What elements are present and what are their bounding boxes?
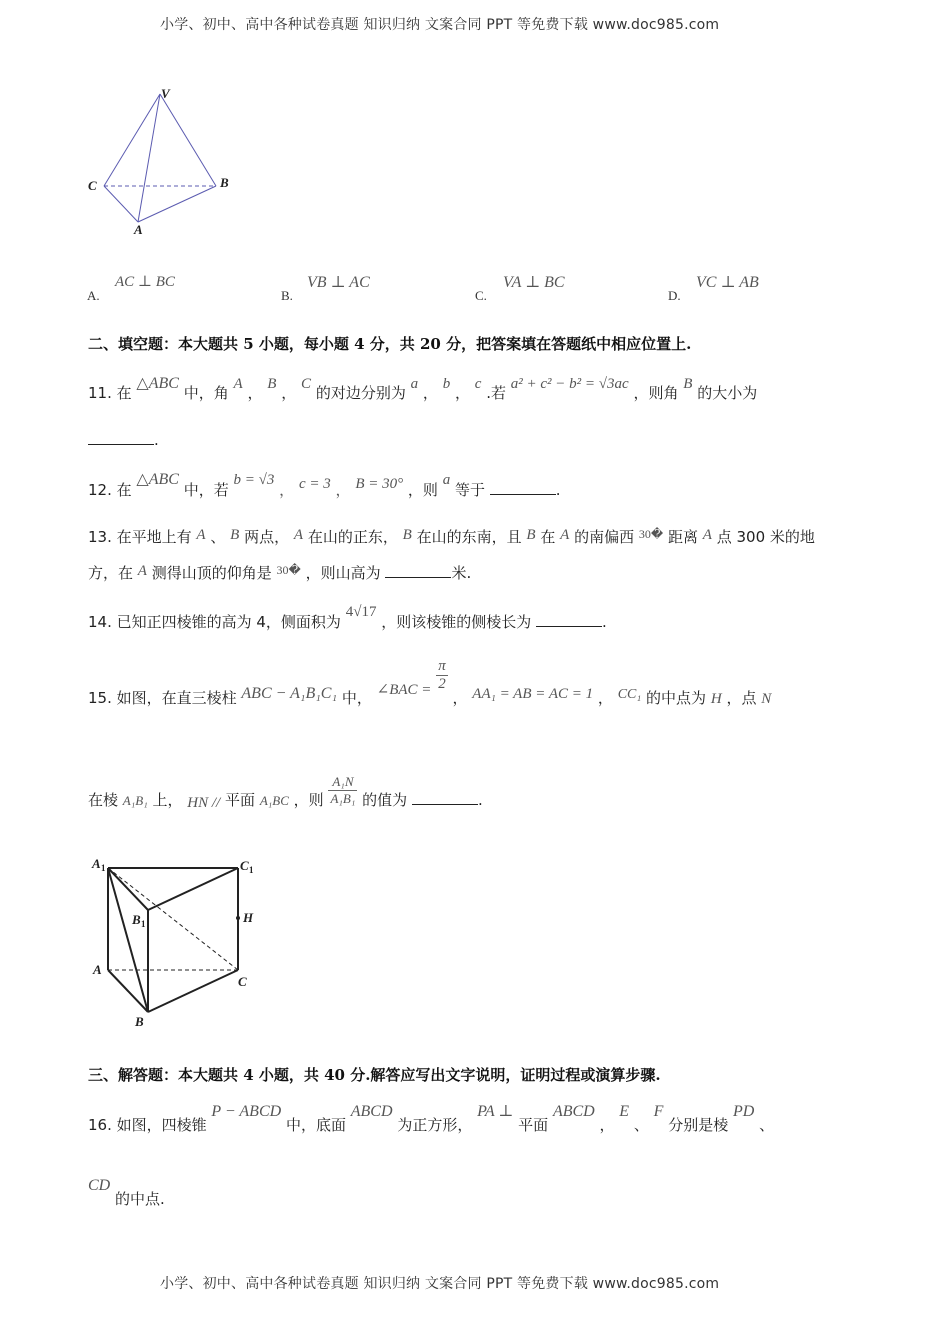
question-15: 15. 如图，在直三棱柱 ABC − A₁B₁C₁ 中， ∠BAC = $\frac{\pi}{2}$ ， AA₁ = AB = AC = 1 ， CC₁ 的中点为 H ，点 N xyxy=(88,658,772,707)
question-13-line-2: 方，在 A 测得山顶的仰角是 $^{30�}$ ，则山高为 米. xyxy=(88,563,472,582)
svg-text:1: 1 xyxy=(249,865,254,875)
section-2-title: 二、填空题：本大题共 5 小题，每小题 4 分，共 20 分，把答案填在答题纸中相应位置上. xyxy=(88,335,692,353)
svg-text:1: 1 xyxy=(101,863,106,873)
q12-answer-blank[interactable] xyxy=(490,480,556,495)
svg-text:B: B xyxy=(132,912,141,927)
option-d-expr: VC ⊥ AB xyxy=(696,274,759,291)
edge-ca xyxy=(104,186,138,222)
label-v: V xyxy=(161,86,170,101)
q15-ratio: $\frac{\text{A₁N}}{\text{A₁B₁}}$ xyxy=(330,774,356,806)
q15-pi-over-2: $\frac{\pi}{2}$ xyxy=(438,658,446,692)
question-16-line-2: CD 的中点. xyxy=(88,1177,165,1208)
page-footer: 小学、初中、高中各种试卷真题 知识归纳 文案合同 PPT 等免费下载 www.doc985.com xyxy=(160,1276,720,1292)
svg-text:B: B xyxy=(135,1014,144,1029)
svg-text:C: C xyxy=(240,858,249,873)
edge-ab xyxy=(138,186,216,222)
label-c: C xyxy=(88,178,97,193)
question-14: 14. 已知正四棱锥的高为 4，侧面积为 4√17 ，则该棱锥的侧棱长为 . xyxy=(88,604,607,631)
q14-answer-blank[interactable] xyxy=(536,612,602,627)
label-b: B xyxy=(220,175,229,190)
svg-text:A: A xyxy=(92,856,101,871)
page-header: 小学、初中、高中各种试卷真题 知识归纳 文案合同 PPT 等免费下载 www.doc985.com xyxy=(160,17,720,33)
q11-triangle: △ABC xyxy=(136,375,179,392)
svg-text:1: 1 xyxy=(141,919,146,929)
option-b-letter: B. xyxy=(281,288,293,303)
option-a-expr: AC ⊥ BC xyxy=(115,274,175,290)
option-b-expr: VB ⊥ AC xyxy=(307,274,370,291)
prism-figure xyxy=(90,856,270,1036)
option-c-expr: VA ⊥ BC xyxy=(503,274,565,291)
q14-expr: 4√17 xyxy=(345,604,377,620)
svg-text:C: C xyxy=(238,974,247,989)
label-a: A xyxy=(134,222,143,237)
edge-vb xyxy=(160,94,216,186)
question-15-line-2: 在棱 A₁B₁ 上， HN // 平面 A₁BC ，则 $\frac{\text{A₁N}}{\text{A₁B₁}}$ 的值为 . xyxy=(88,774,483,811)
tetrahedron-figure xyxy=(80,82,250,242)
option-a-letter: A. xyxy=(87,288,100,303)
svg-text:A: A xyxy=(93,962,102,977)
q13-answer-blank[interactable] xyxy=(385,563,451,578)
section-3-title: 三、解答题：本大题共 4 小题，共 40 分.解答应写出文字说明，证明过程或演算步骤. xyxy=(88,1066,661,1084)
q16-pyramid: P − ABCD xyxy=(211,1103,282,1120)
q11-answer-blank[interactable]: . xyxy=(88,430,159,449)
q15-prism: ABC − A₁B₁C₁ xyxy=(241,685,338,702)
question-13: 13. 在平地上有 A 、 B 两点， A 在山的正东， B 在山的东南，且 B 在 A 的南偏西 $^{30�}$ 距离 A 点 300 米的地 xyxy=(88,527,815,546)
q11-equation: a² + c² − b² = √3ac xyxy=(510,376,629,392)
question-12: 12. 在 △ABC 中，若 b = √3 ， c = 3 ， B = 30° ，则 a 等于 . xyxy=(88,471,561,499)
question-11: 11. 在 △ABC 中，角 A ， B ， C 的对边分别为 a ， b ， c .若 a² + c² − b² = √3ac ，则角 B 的大小为 xyxy=(88,375,758,402)
q15-answer-blank[interactable] xyxy=(412,790,478,805)
option-d-letter: D. xyxy=(668,288,681,303)
question-16: 16. 如图，四棱锥 P − ABCD 中，底面 ABCD 为正方形， PA ⊥ 平面 ABCD ， E 、 F 分别是棱 PD 、 xyxy=(88,1103,775,1134)
edge-va xyxy=(138,94,160,222)
svg-text:H: H xyxy=(243,910,254,925)
option-c-letter: C. xyxy=(475,288,487,303)
